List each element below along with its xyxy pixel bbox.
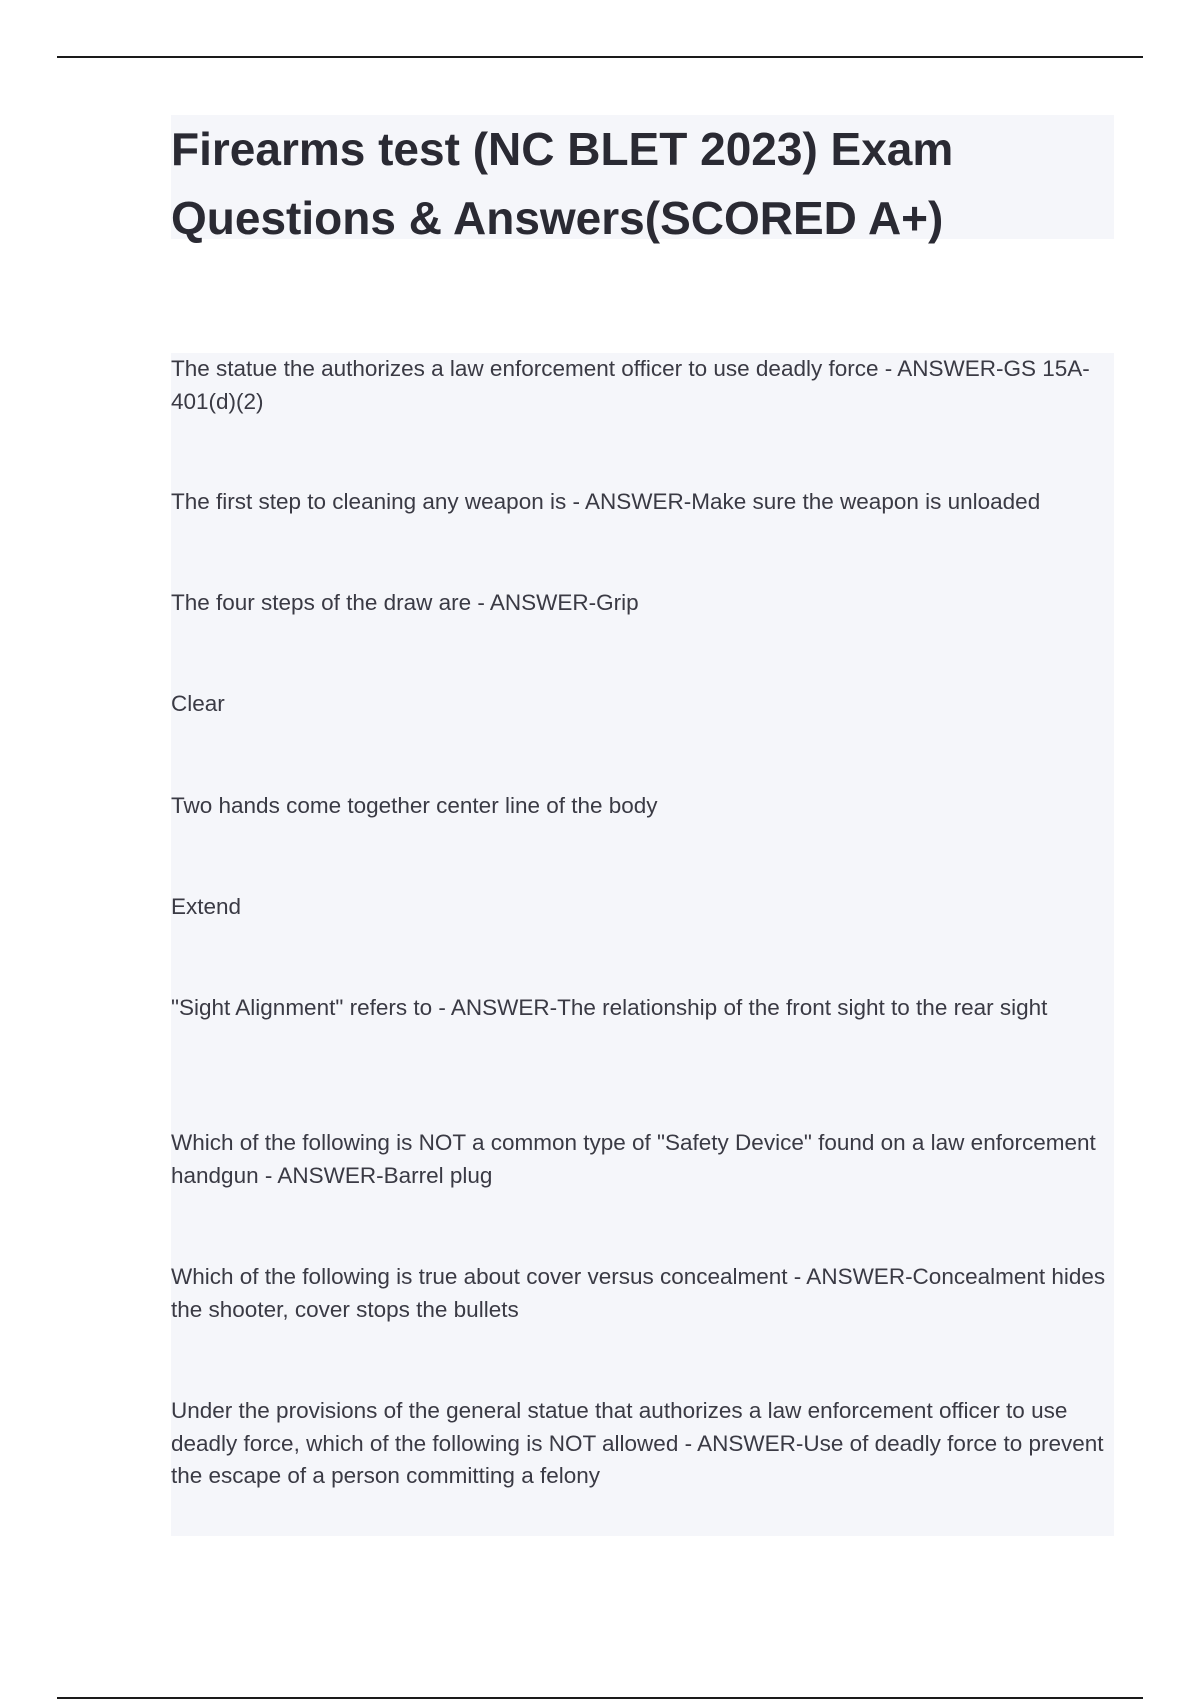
bottom-divider [57, 1697, 1143, 1699]
qa-entry: The statue the authorizes a law enforcement officer to use deadly force - ANSWER-GS 15A-401(d)(2) [171, 356, 1090, 414]
qa-entry: "Sight Alignment" refers to - ANSWER-The relationship of the front sight to the rear sight [171, 995, 1048, 1020]
qa-entry: Which of the following is NOT a common type of "Safety Device" found on a law enforcement handgun - ANSWER-Barrel plug [171, 1130, 1096, 1188]
top-divider [57, 56, 1143, 58]
qa-entry: The four steps of the draw are - ANSWER-Grip [171, 590, 639, 615]
qa-entry: Two hands come together center line of the body [171, 793, 658, 818]
qa-entry: Which of the following is true about cover versus concealment - ANSWER-Concealment hides the shooter, cover stops the bullets [171, 1264, 1106, 1322]
qa-entry: Clear [171, 691, 225, 716]
qa-entry: Extend [171, 894, 242, 919]
title-block [171, 115, 1114, 244]
qa-entry: The first step to cleaning any weapon is - ANSWER-Make sure the weapon is unloaded [171, 489, 1041, 514]
document-title: Firearms test (NC BLET 2023) Exam Questions & Answers(SCORED A+) [171, 123, 954, 244]
qa-entry: Under the provisions of the general statue that authorizes a law enforcement officer to use deadly force, which of the following is NOT allowed - ANSWER-Use of deadly force to prevent the escape of a person committing a felony [171, 1398, 1104, 1488]
qa-list [171, 353, 1114, 1536]
